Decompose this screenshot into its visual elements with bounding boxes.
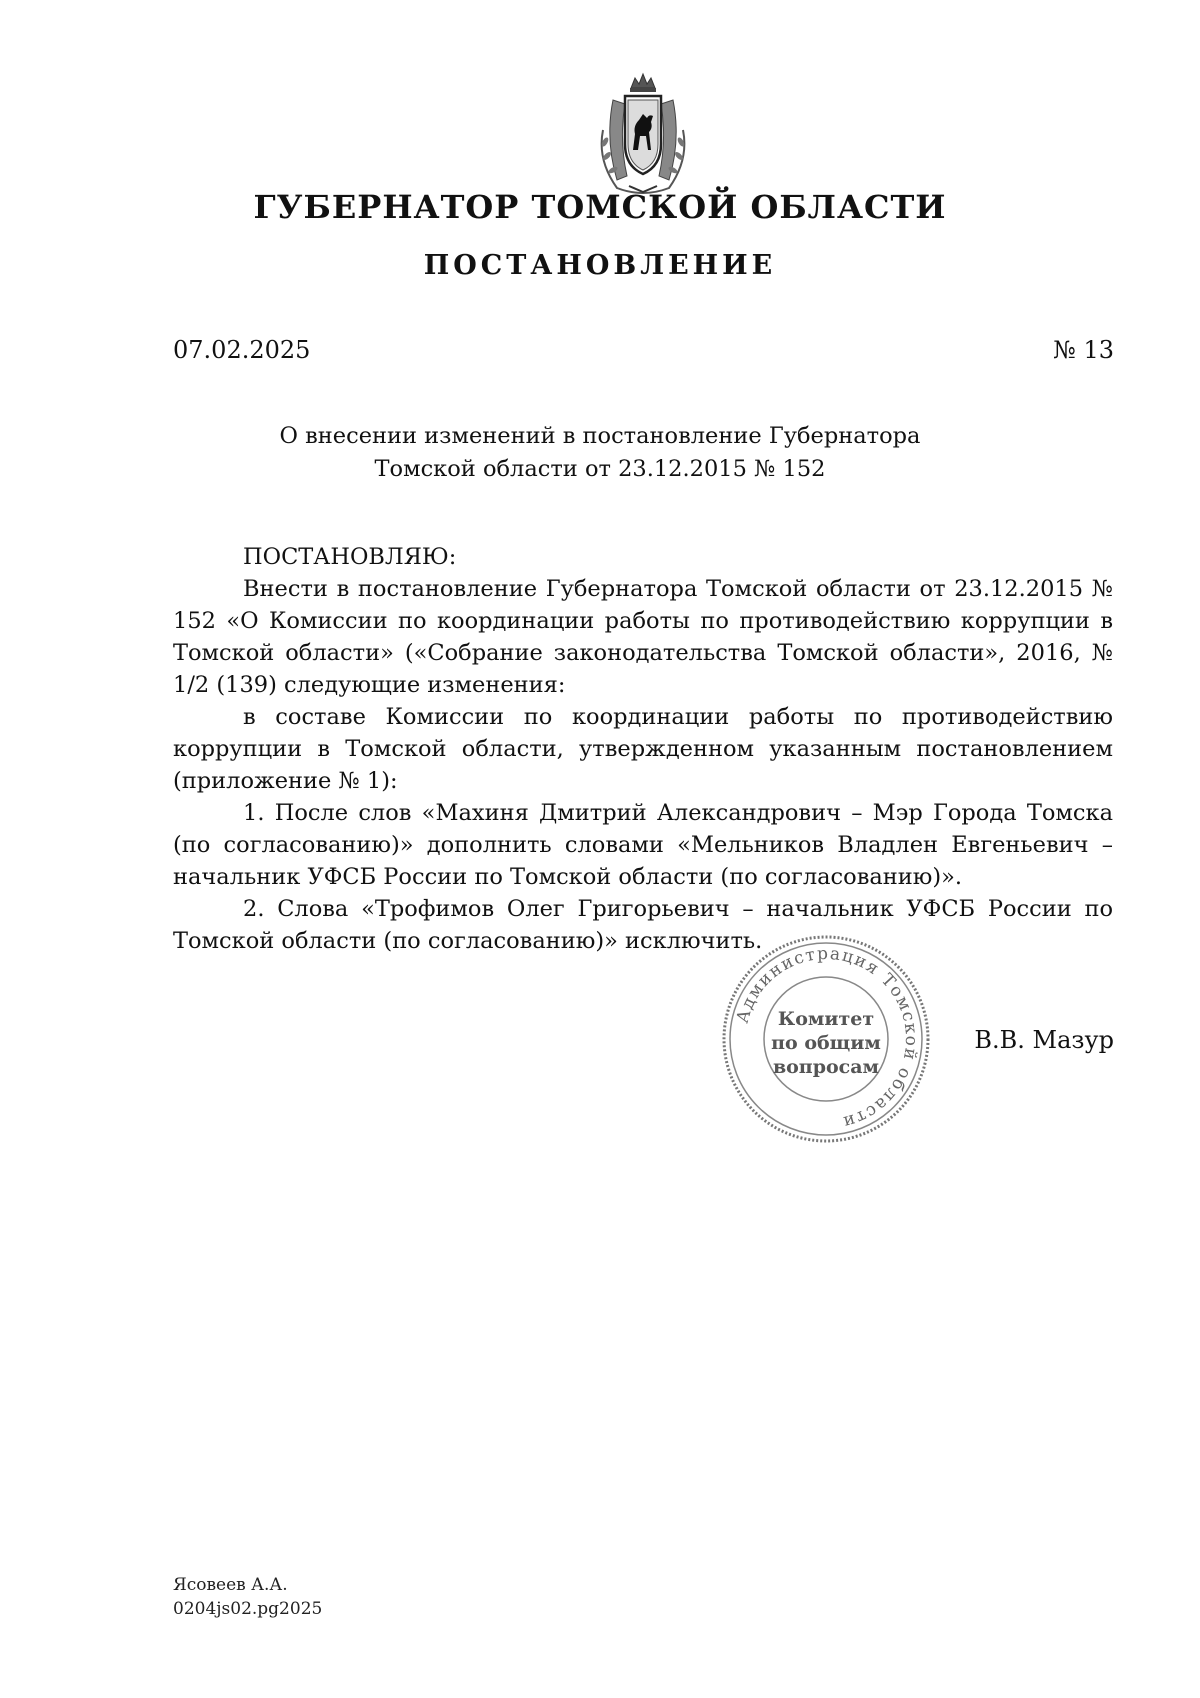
paragraph-4: 2. Слова «Трофимов Олег Григорьевич – начальник УФСБ России по Томской области (по согласованию)» исключить. xyxy=(173,896,1113,954)
paragraph-1: Внести в постановление Губернатора Томской области от 23.12.2015 № 152 «О Комиссии по координации работы по противодействию коррупции в Томской области» («Собрание законодательства Томской области», 2016, № 1/2 (139) следующие изменения: xyxy=(173,576,1113,698)
document-subject xyxy=(0,420,1200,486)
author-name: Ясовеев А.А. xyxy=(173,1575,288,1595)
paragraph-2: в составе Комиссии по координации работы по противодействию коррупции в Томской области, утвержденном указанным постановлением (приложение № 1): xyxy=(173,704,1113,794)
document-date: 07.02.2025 xyxy=(173,336,311,364)
document-body xyxy=(173,541,1113,957)
stamp-center-line-2: по общим xyxy=(771,1032,881,1054)
stamp-center-line-1: Комитет xyxy=(777,1008,875,1030)
subject-line-1: О внесении изменений в постановление Губернатора xyxy=(279,423,921,449)
paragraph-3: 1. После слов «Махиня Дмитрий Александрович – Мэр Города Томска (по согласованию)» дополнить словами «Мельников Владлен Евгеньевич – начальник УФСБ России по Томской области (по согласованию)». xyxy=(173,800,1113,890)
signatory-name: В.В. Мазур xyxy=(974,1026,1114,1054)
file-code: 0204js02.pg2025 xyxy=(173,1599,323,1619)
stamp-center-line-3: вопросам xyxy=(772,1056,880,1078)
document-type: ПОСТАНОВЛЕНИЕ xyxy=(423,250,777,281)
document-footer xyxy=(173,1573,322,1621)
decree-heading: ПОСТАНОВЛЯЮ: xyxy=(243,544,457,570)
subject-line-2: Томской области от 23.12.2015 № 152 xyxy=(374,456,826,482)
authority-title: ГУБЕРНАТОР ТОМСКОЙ ОБЛАСТИ xyxy=(253,188,947,226)
official-stamp xyxy=(720,933,932,1145)
coat-of-arms-icon xyxy=(583,70,703,198)
stamp-ring-text: Администрация Томской области xyxy=(732,943,922,1133)
document-number: № 13 xyxy=(1053,336,1114,364)
